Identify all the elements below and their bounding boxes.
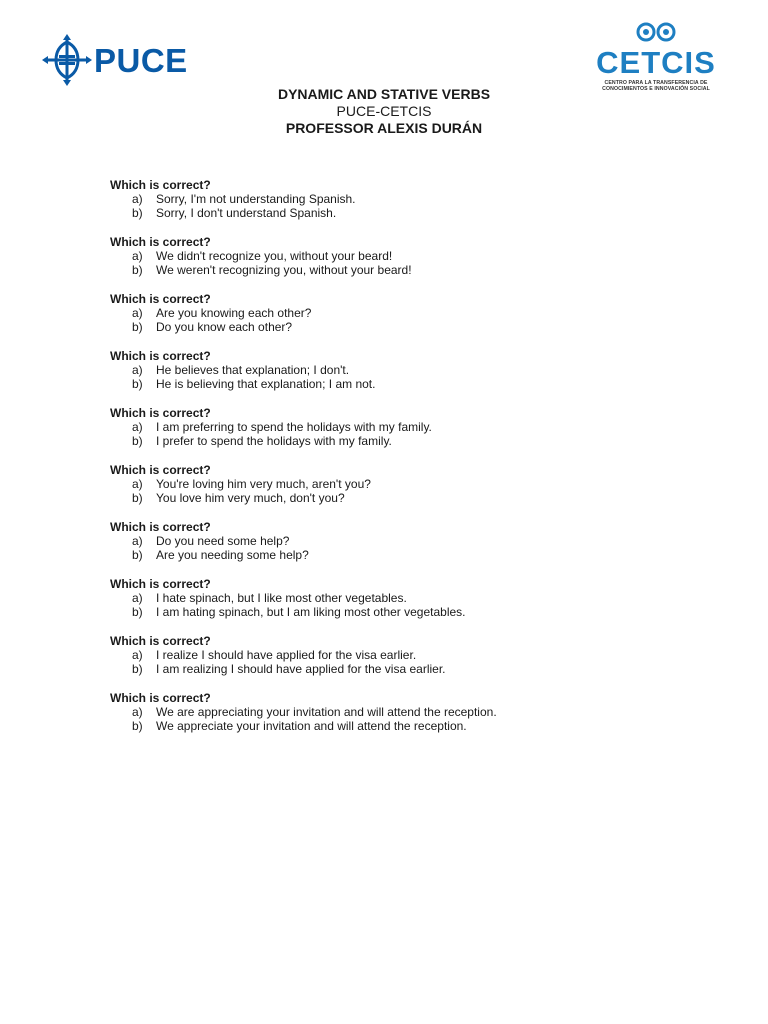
answer-option xyxy=(110,491,670,505)
question-label: Which is correct? xyxy=(110,406,211,420)
answer-option xyxy=(110,249,670,263)
option-letter: a) xyxy=(132,363,143,377)
answer-option xyxy=(110,648,670,662)
answer-option xyxy=(110,477,670,491)
question-item xyxy=(110,634,670,676)
option-text: We didn't recognize you, without your beard! xyxy=(156,249,393,263)
option-text: He believes that explanation; I don't. xyxy=(156,363,350,377)
option-text: I am preferring to spend the holidays with my family. xyxy=(156,420,432,434)
option-letter: b) xyxy=(132,719,143,733)
option-letter: a) xyxy=(132,306,143,320)
option-text: We weren't recognizing you, without your beard! xyxy=(156,263,412,277)
option-text: Sorry, I'm not understanding Spanish. xyxy=(156,192,356,206)
puce-logo xyxy=(42,34,188,86)
option-text: Are you needing some help? xyxy=(156,548,309,562)
question-item xyxy=(110,406,670,448)
option-text: We are appreciating your invitation and will attend the reception. xyxy=(156,705,497,719)
document-title: DYNAMIC AND STATIVE VERBS xyxy=(277,86,491,102)
question-label: Which is correct? xyxy=(110,349,211,363)
option-letter: b) xyxy=(132,263,143,277)
option-text: We appreciate your invitation and will attend the reception. xyxy=(156,719,467,733)
answer-option xyxy=(110,377,670,391)
option-text: You're loving him very much, aren't you? xyxy=(156,477,371,491)
question-list xyxy=(110,178,670,748)
option-letter: b) xyxy=(132,377,143,391)
puce-logo-text: PUCE xyxy=(94,41,188,79)
question-item xyxy=(110,349,670,391)
option-letter: a) xyxy=(132,420,143,434)
answer-option xyxy=(110,306,670,320)
option-text: Sorry, I don't understand Spanish. xyxy=(156,206,337,220)
question-item xyxy=(110,577,670,619)
option-text: Are you knowing each other? xyxy=(156,306,312,320)
question-label: Which is correct? xyxy=(110,235,211,249)
question-item xyxy=(110,463,670,505)
answer-option xyxy=(110,548,670,562)
answer-option xyxy=(110,192,670,206)
question-label: Which is correct? xyxy=(110,520,211,534)
option-letter: b) xyxy=(132,548,143,562)
answer-option xyxy=(110,605,670,619)
answer-option xyxy=(110,320,670,334)
option-letter: b) xyxy=(132,662,143,676)
option-letter: a) xyxy=(132,249,143,263)
option-text: You love him very much, don't you? xyxy=(156,491,345,505)
answer-option xyxy=(110,705,670,719)
answer-option xyxy=(110,719,670,733)
cetcis-logo xyxy=(594,20,718,92)
answer-option xyxy=(110,363,670,377)
answer-option xyxy=(110,263,670,277)
option-text: I hate spinach, but I like most other vegetables. xyxy=(156,591,407,605)
option-letter: b) xyxy=(132,434,143,448)
answer-option xyxy=(110,434,670,448)
option-text: Do you know each other? xyxy=(156,320,293,334)
document-header xyxy=(0,86,768,137)
question-label: Which is correct? xyxy=(110,691,211,705)
answer-option xyxy=(110,591,670,605)
option-letter: a) xyxy=(132,705,143,719)
cetcis-infinity-icon xyxy=(633,20,679,44)
option-text: He is believing that explanation; I am not. xyxy=(156,377,376,391)
puce-cross-icon xyxy=(42,34,92,86)
option-letter: a) xyxy=(132,591,143,605)
option-letter: a) xyxy=(132,477,143,491)
option-letter: a) xyxy=(132,192,143,206)
document-subtitle: PUCE-CETCIS xyxy=(336,103,432,119)
answer-option xyxy=(110,662,670,676)
question-label: Which is correct? xyxy=(110,178,211,192)
option-letter: b) xyxy=(132,320,143,334)
option-letter: a) xyxy=(132,648,143,662)
question-item xyxy=(110,520,670,562)
professor-name: PROFESSOR ALEXIS DURÁN xyxy=(285,120,483,136)
answer-option xyxy=(110,534,670,548)
question-label: Which is correct? xyxy=(110,292,211,306)
question-label: Which is correct? xyxy=(110,463,211,477)
cetcis-logo-text: CETCIS xyxy=(596,45,716,80)
question-label: Which is correct? xyxy=(110,634,211,648)
question-item xyxy=(110,178,670,220)
option-letter: a) xyxy=(132,534,143,548)
cetcis-logo-subtext-1: CENTRO PARA LA TRANSFERENCIA DE xyxy=(604,80,708,86)
cetcis-logo-subtext-2: CONOCIMIENTOS E INNOVACIÓN SOCIAL xyxy=(602,86,710,92)
question-label: Which is correct? xyxy=(110,577,211,591)
option-text: I prefer to spend the holidays with my family. xyxy=(156,434,392,448)
question-item xyxy=(110,235,670,277)
option-letter: b) xyxy=(132,206,143,220)
option-text: I am realizing I should have applied for the visa earlier. xyxy=(156,662,446,676)
option-text: I realize I should have applied for the visa earlier. xyxy=(156,648,417,662)
question-item xyxy=(110,292,670,334)
option-letter: b) xyxy=(132,491,143,505)
question-item xyxy=(110,691,670,733)
option-text: I am hating spinach, but I am liking most other vegetables. xyxy=(156,605,466,619)
answer-option xyxy=(110,206,670,220)
option-letter: b) xyxy=(132,605,143,619)
option-text: Do you need some help? xyxy=(156,534,290,548)
answer-option xyxy=(110,420,670,434)
